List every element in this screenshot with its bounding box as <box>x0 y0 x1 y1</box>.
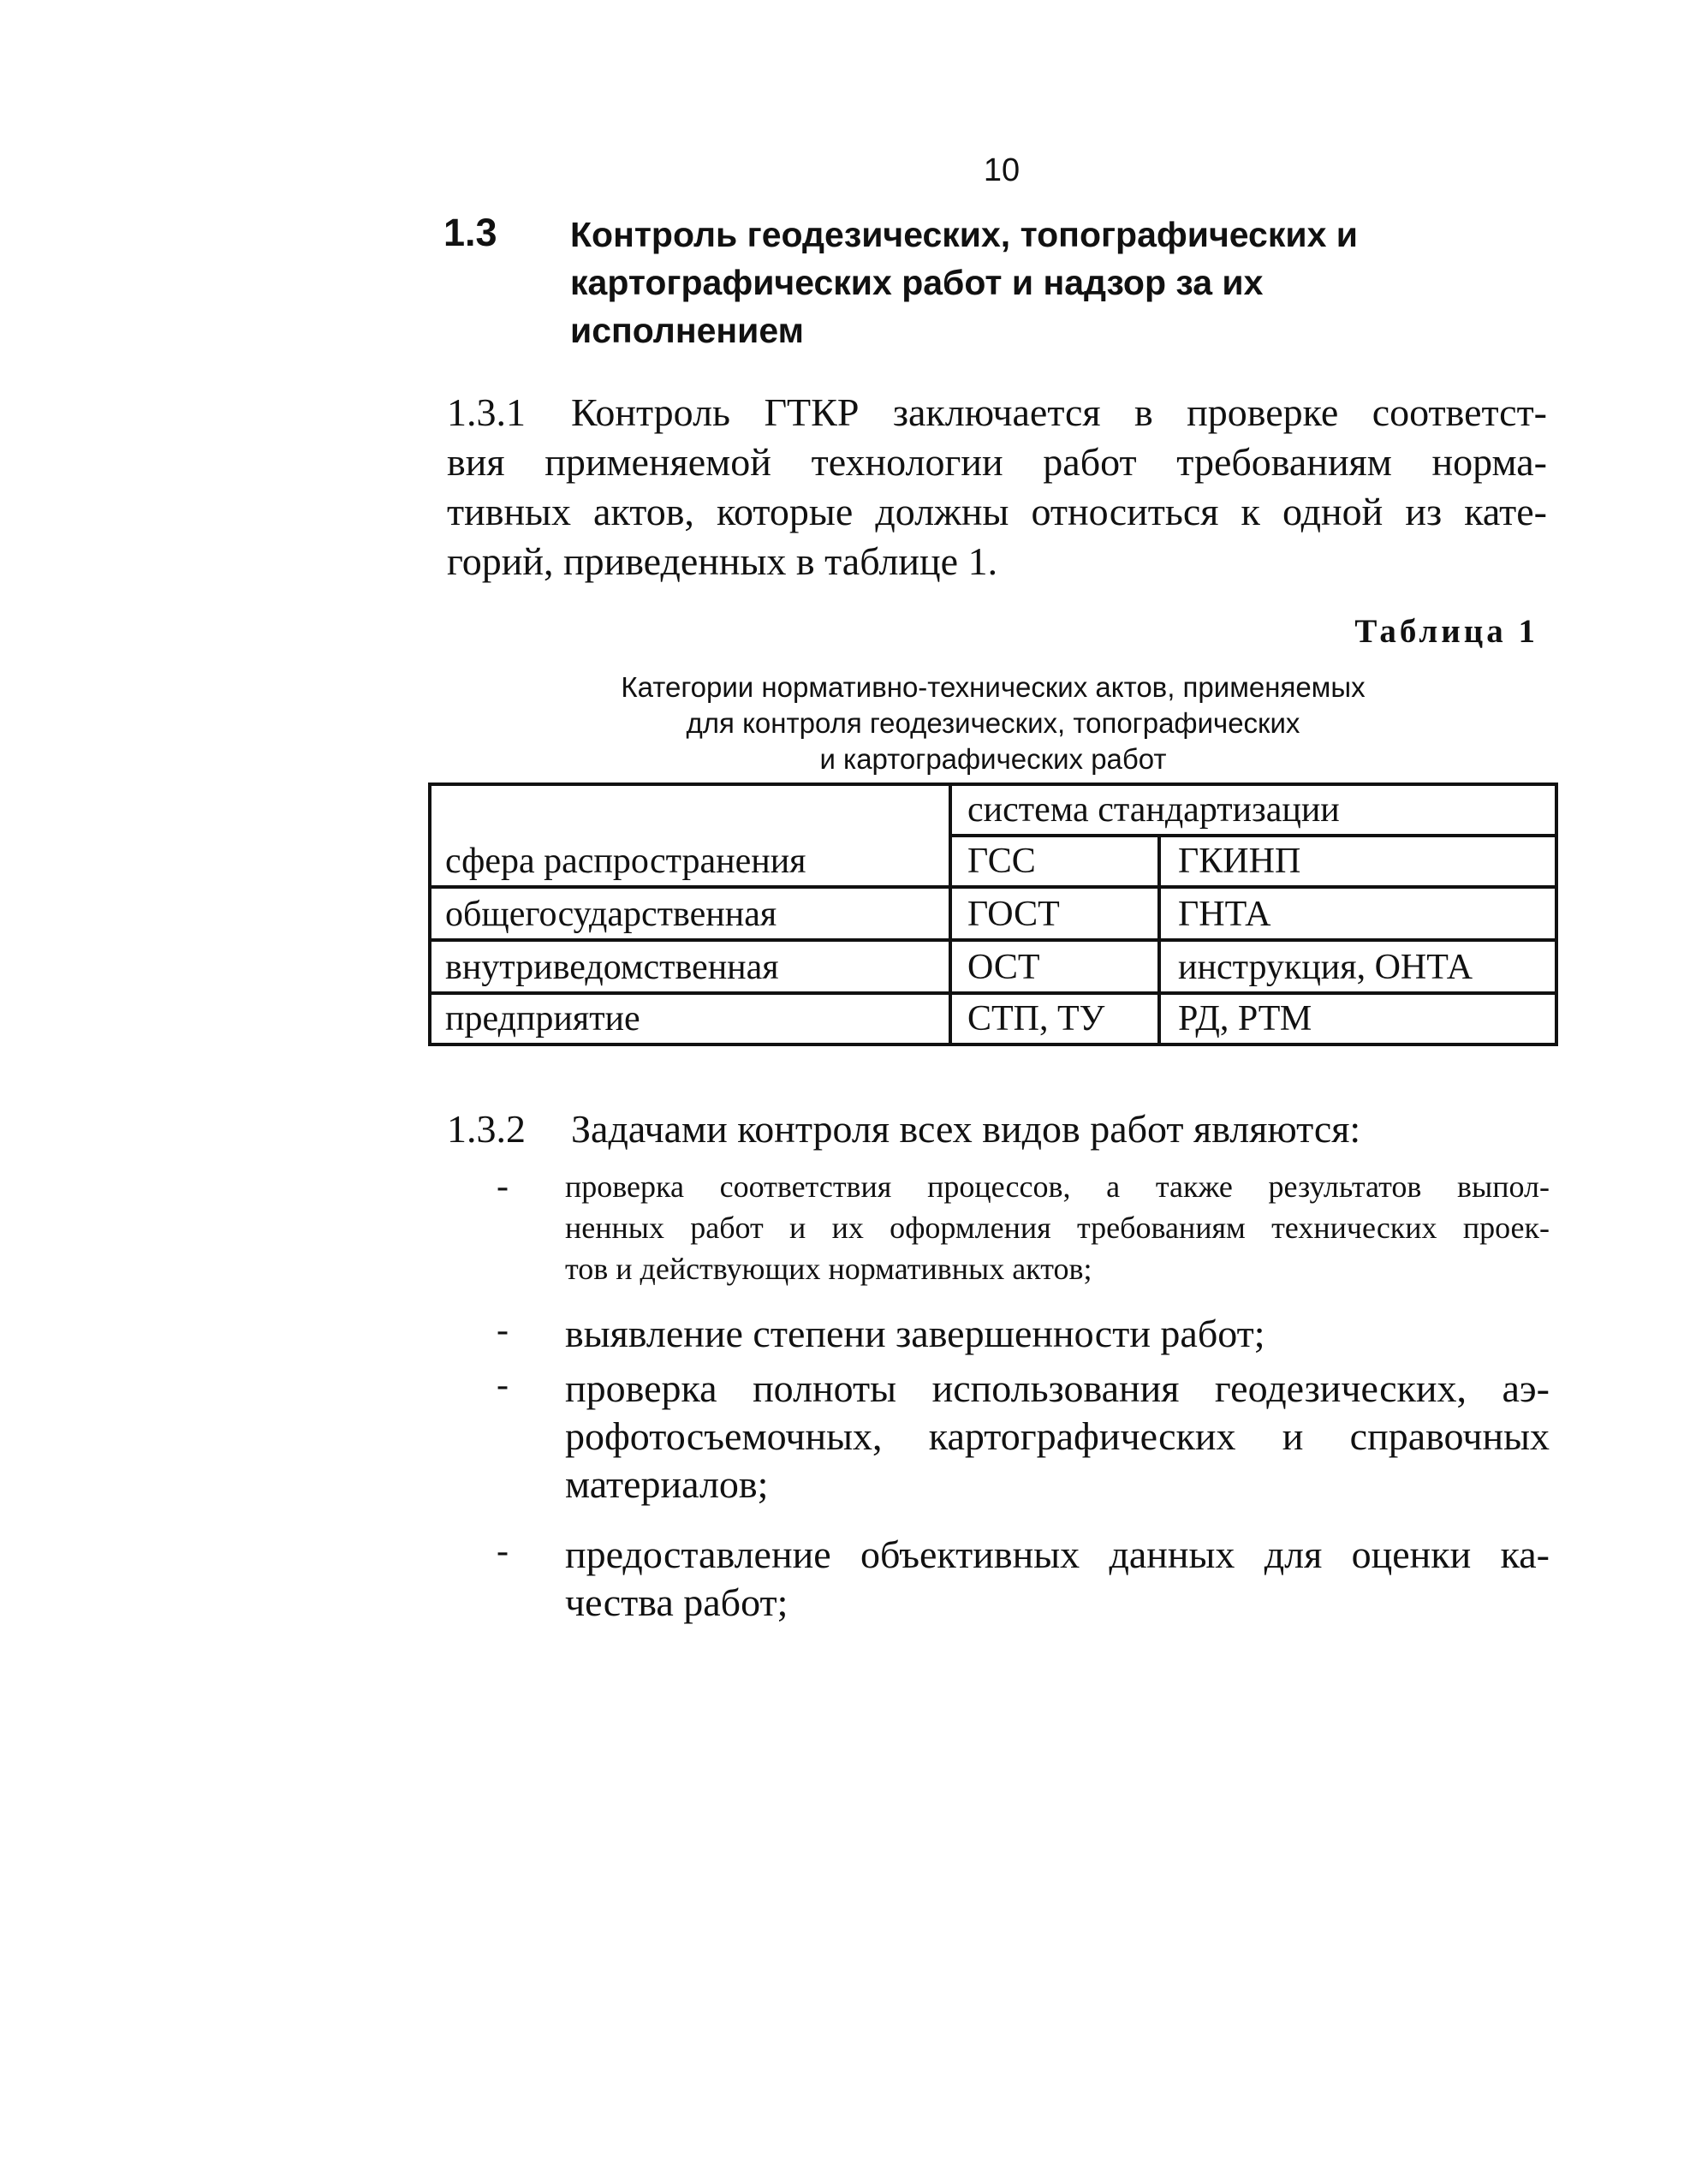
paragraph-number: 1.3.1 <box>447 390 526 434</box>
bullet-line: чества работ; <box>565 1580 788 1624</box>
table-cell-gkinp: ГНТА <box>1178 895 1271 934</box>
paragraph-text: Контроль ГТКР заключается в проверке соответст- <box>571 390 1547 434</box>
table-border-right <box>1555 783 1558 1046</box>
bullet-item <box>565 1310 1550 1358</box>
bullet-item <box>565 1531 1550 1627</box>
table-header-gkinp: ГКИНП <box>1178 842 1301 881</box>
section-title-line: картографических работ и надзор за их <box>570 263 1264 302</box>
table-header-gss: ГСС <box>967 842 1036 881</box>
table-caption-line: для контроля геодезических, топографических <box>686 707 1300 739</box>
table-cell-sphere: предприятие <box>445 999 640 1038</box>
categories-table <box>428 783 1558 1046</box>
table-label: Таблица 1 <box>1354 613 1538 650</box>
table-rule <box>949 834 1558 837</box>
table-cell-gkinp: РД, РТМ <box>1178 999 1312 1038</box>
table-rule <box>428 991 1558 995</box>
paragraph-text: Задачами контроля всех видов работ являются: <box>571 1107 1361 1151</box>
bullet-item <box>565 1365 1550 1509</box>
paragraph-number: 1.3.2 <box>447 1107 526 1151</box>
paragraph-line <box>447 388 1547 437</box>
table-cell-gss: СТП, ТУ <box>967 999 1105 1038</box>
paragraph-line <box>447 1104 1547 1154</box>
section-title-line: исполнением <box>570 311 804 350</box>
bullet-dash: - <box>497 1532 509 1571</box>
table-caption-line: и картографических работ <box>819 743 1167 775</box>
bullet-line: предоставление объективных данных для оценки ка- <box>565 1532 1550 1576</box>
bullet-dash: - <box>497 1167 509 1206</box>
table-group-header: система стандартизации <box>967 790 1340 830</box>
page-number: 10 <box>983 152 1021 188</box>
paragraph-line: вия применяемой технологии работ требованиям норма- <box>447 440 1547 484</box>
table-cell-sphere: общегосударственная <box>445 895 777 934</box>
table-rule <box>428 938 1558 942</box>
paragraph-1-3-2 <box>447 1104 1547 1154</box>
table-cell-gss: ГОСТ <box>967 895 1060 934</box>
section-title-line: Контроль геодезических, топографических и <box>570 215 1358 254</box>
bullet-line: рофотосъемочных, картографических и справочных <box>565 1414 1550 1458</box>
bullet-dash: - <box>497 1311 509 1350</box>
table-rule <box>428 885 1558 889</box>
bullet-line: тов и действующих нормативных актов; <box>565 1252 1092 1286</box>
bullet-line: ненных работ и их оформления требованиям технических проек- <box>565 1211 1550 1245</box>
bullet-line: выявление степени завершенности работ; <box>565 1312 1265 1355</box>
table-header-sphere: сфера распространения <box>445 842 806 881</box>
paragraph-1-3-1 <box>447 388 1547 586</box>
paragraph-line: горий, приведенных в таблице 1. <box>447 539 998 583</box>
table-rule <box>1157 834 1161 1046</box>
table-cell-sphere: внутриведомственная <box>445 948 779 987</box>
bullet-item <box>565 1166 1550 1289</box>
bullet-line: материалов; <box>565 1462 769 1506</box>
section-title <box>570 211 1426 354</box>
bullet-line: проверка полноты использования геодезических, аэ- <box>565 1366 1550 1410</box>
table-caption <box>428 669 1558 777</box>
table-cell-gkinp: инструкция, ОНТА <box>1178 948 1473 987</box>
table-cell-gss: ОСТ <box>967 948 1040 987</box>
paragraph-line: тивных актов, которые должны относиться к одной из кате- <box>447 490 1547 533</box>
table-border-bottom <box>428 1043 1558 1046</box>
bullet-line: проверка соответствия процессов, а также результатов выпол- <box>565 1169 1550 1204</box>
table-caption-line: Категории нормативно-технических актов, применяемых <box>621 671 1366 703</box>
bullet-dash: - <box>497 1366 509 1405</box>
section-number: 1.3 <box>443 211 497 254</box>
table-rule <box>949 783 952 1046</box>
table-border-left <box>428 783 431 1046</box>
table-border-top <box>428 783 1558 786</box>
